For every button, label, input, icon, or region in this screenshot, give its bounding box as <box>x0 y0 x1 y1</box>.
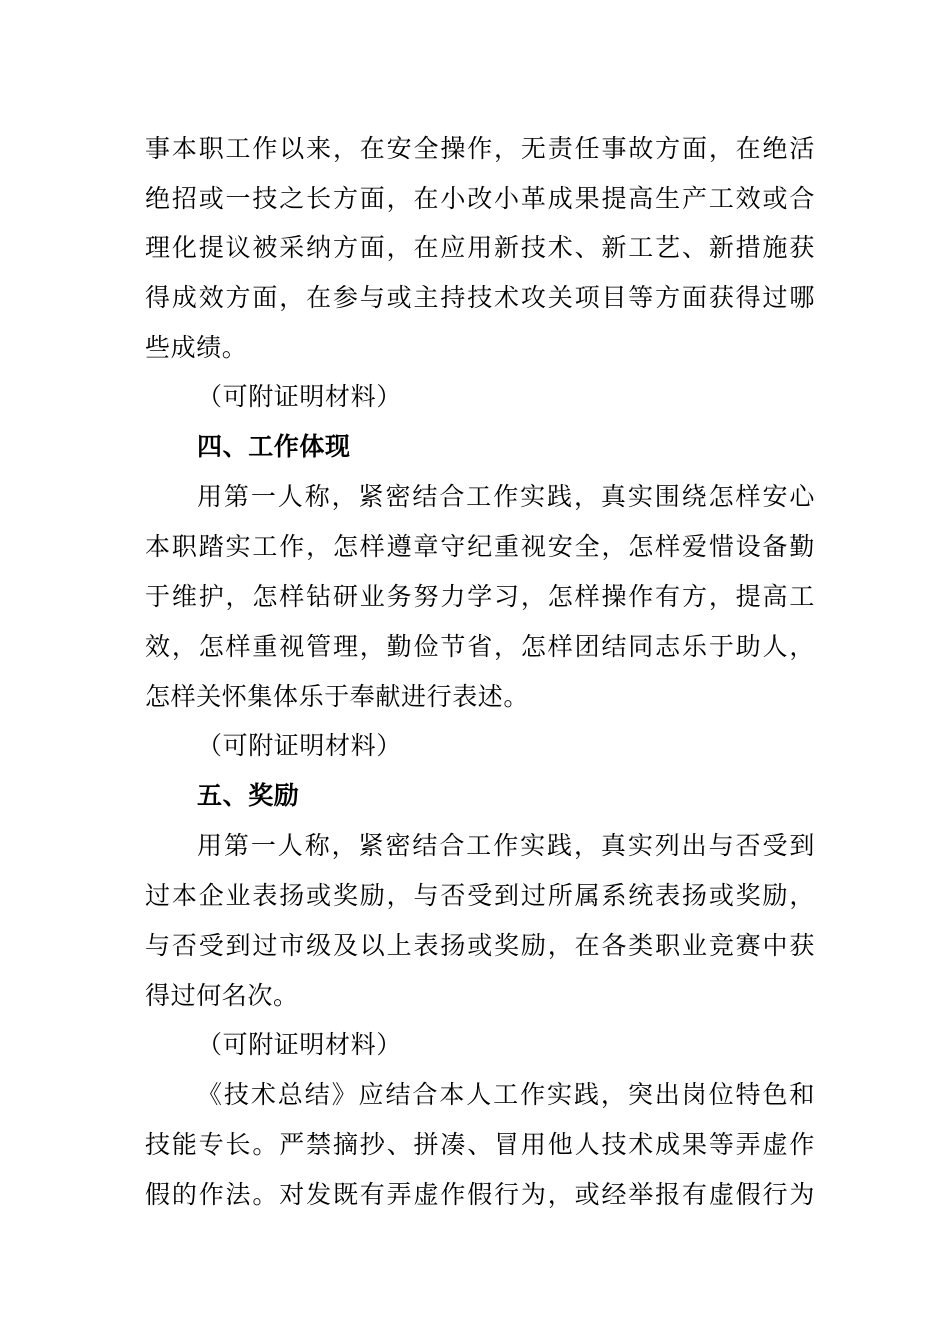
paragraph-line: 事本职工作以来，在安全操作，无责任事故方面，在绝活 <box>145 134 815 163</box>
attachment-note: （可附证明材料） <box>197 1030 402 1059</box>
section-heading-work: 四、工作体现 <box>197 432 351 461</box>
paragraph-line: 理化提议被采纳方面，在应用新技术、新工艺、新措施获 <box>145 233 815 262</box>
paragraph-line: 过本企业表扬或奖励，与否受到过所属系统表扬或奖励， <box>145 881 815 910</box>
paragraph-line: 用第一人称，紧密结合工作实践，真实列出与否受到 <box>197 831 815 860</box>
paragraph-line: 《技术总结》应结合本人工作实践，突出岗位特色和 <box>197 1080 815 1109</box>
attachment-note: （可附证明材料） <box>197 731 402 760</box>
paragraph-line: 效，怎样重视管理，勤俭节省，怎样团结同志乐于助人， <box>145 632 815 661</box>
paragraph-line: 些成绩。 <box>145 333 248 362</box>
paragraph-line: 与否受到过市级及以上表扬或奖励，在各类职业竞赛中获 <box>145 931 815 960</box>
paragraph-line: 得过何名次。 <box>145 981 299 1010</box>
paragraph-line: 用第一人称，紧密结合工作实践，真实围绕怎样安心 <box>197 482 815 511</box>
paragraph-line: 于维护，怎样钻研业务努力学习，怎样操作有方，提高工 <box>145 582 815 611</box>
paragraph-line: 假的作法。对发既有弄虚作假行为，或经举报有虚假行为 <box>145 1180 815 1209</box>
attachment-note: （可附证明材料） <box>197 382 402 411</box>
paragraph-line: 得成效方面，在参与或主持技术攻关项目等方面获得过哪 <box>145 283 815 312</box>
paragraph-line: 本职踏实工作，怎样遵章守纪重视安全，怎样爱惜设备勤 <box>145 532 815 561</box>
section-heading-awards: 五、奖励 <box>197 781 300 810</box>
paragraph-line: 绝招或一技之长方面，在小改小革成果提高生产工效或合 <box>145 184 815 213</box>
paragraph-line: 怎样关怀集体乐于奉献进行表述。 <box>145 682 530 711</box>
paragraph-line: 技能专长。严禁摘抄、拼凑、冒用他人技术成果等弄虚作 <box>145 1130 815 1159</box>
